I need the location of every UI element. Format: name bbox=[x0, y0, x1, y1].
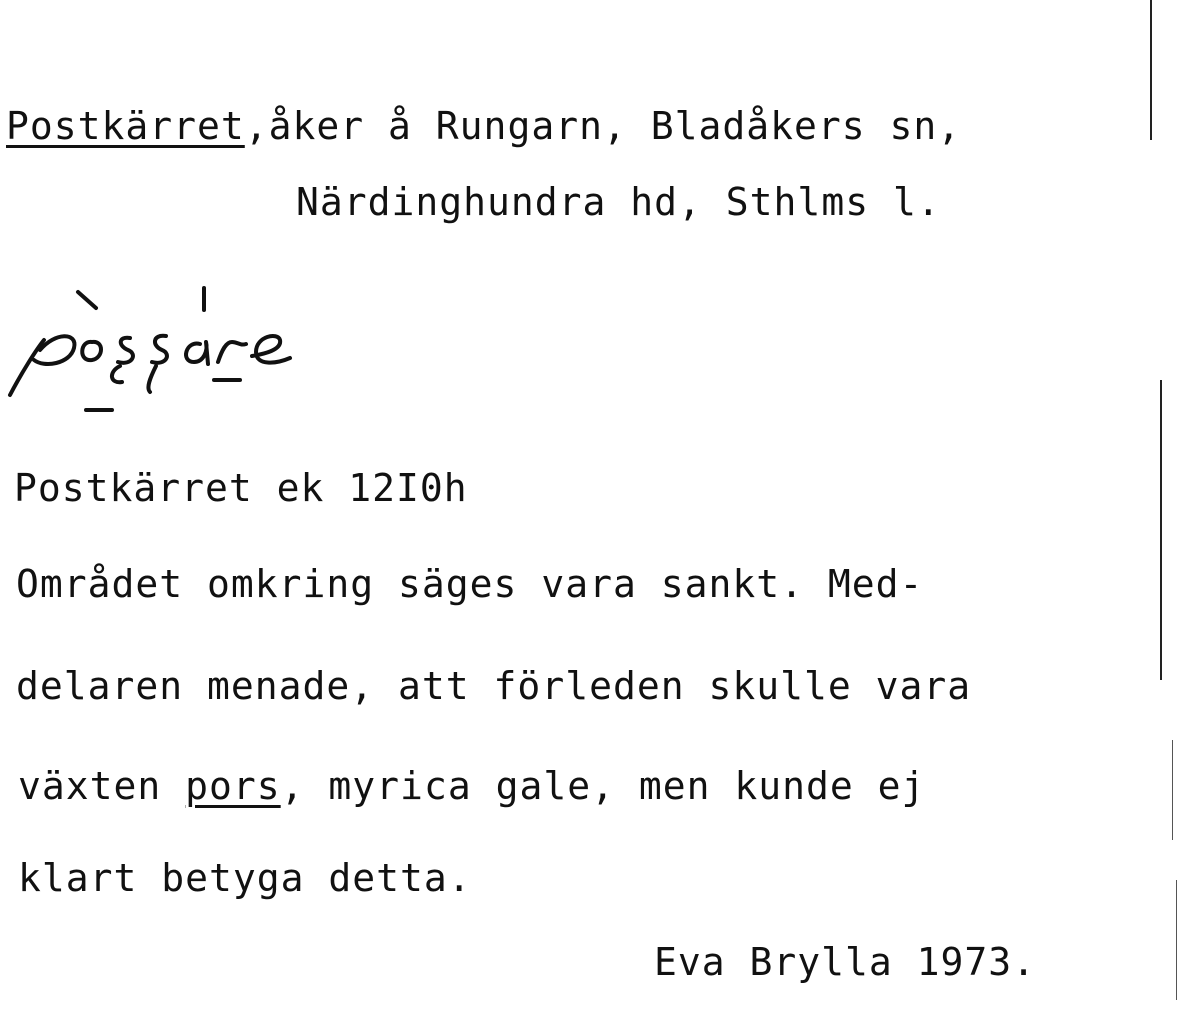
plant-name: pors bbox=[185, 764, 281, 808]
record-line: Postkärret ek 12I0h bbox=[14, 466, 468, 510]
scan-edge-line bbox=[1176, 880, 1177, 1000]
signature: Eva Brylla 1973. bbox=[654, 940, 1037, 984]
scan-edge-line bbox=[1160, 380, 1162, 680]
heading-line-2: Närdinghundra hd, Sthlms l. bbox=[296, 180, 941, 224]
scan-edge-line bbox=[1150, 0, 1152, 140]
body-line-3 bbox=[18, 764, 925, 808]
body-line-3-start: växten bbox=[18, 764, 186, 808]
body-line-3-end: , myrica gale, men kunde ej bbox=[280, 764, 926, 808]
handwritten-pronunciation bbox=[0, 280, 320, 420]
place-name: Postkärret bbox=[6, 104, 245, 148]
handwritten-text: pòssáre bbox=[0, 280, 5, 281]
body-line-4: klart betyga detta. bbox=[18, 856, 472, 900]
heading-line-1 bbox=[6, 104, 961, 148]
scan-edge-line bbox=[1172, 740, 1173, 840]
body-line-2: delaren menade, att förleden skulle vara bbox=[16, 664, 972, 708]
body-line-1: Området omkring säges vara sankt. Med- bbox=[16, 562, 924, 606]
place-description: ,åker å Rungarn, Bladåkers sn, bbox=[244, 104, 962, 148]
